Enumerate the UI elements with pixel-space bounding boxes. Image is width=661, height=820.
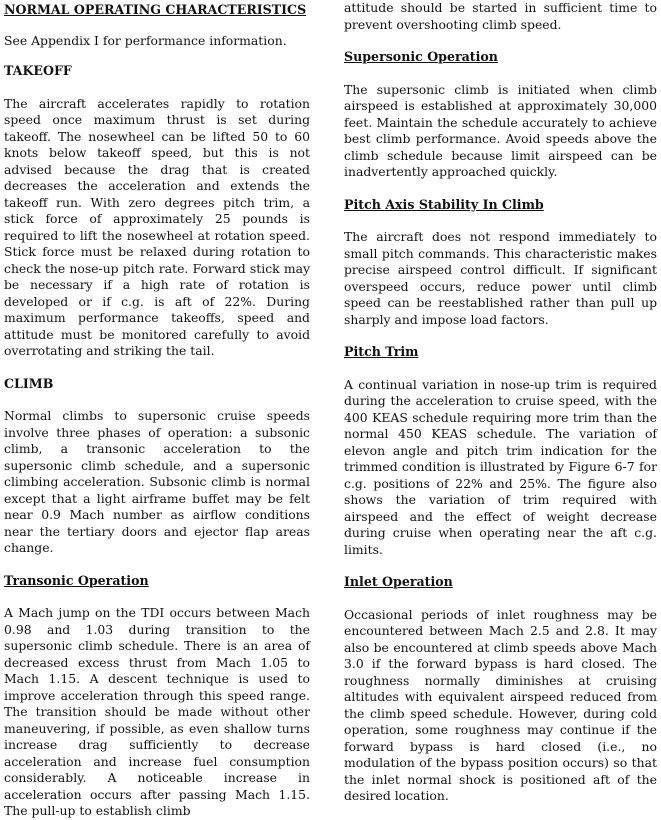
appendix-note: See Appendix I for performance information. bbox=[4, 32, 287, 48]
left-column bbox=[4, 0, 310, 820]
pitch-axis-heading: Pitch Axis Stability In Climb bbox=[344, 196, 544, 212]
section-title: NORMAL OPERATING CHARACTERISTICS bbox=[4, 2, 307, 17]
supersonic-heading: Supersonic Operation bbox=[344, 49, 498, 64]
transonic-paragraph: A Mach jump on the TDI occurs between Mach 0.98 and 1.03 during transition to the supersonic climb schedule. There is an area of decreased excess thrust from Mach 1.05 to Mach 1.15. A descent technique is used to improve acceleration through this speed range. The transition should be made without other maneuvering, if possible, as even shallow turns increase drag sufficiently to decrease acceleration and increase fuel consumption considerably. A noticeable increase in acceleration occurs after passing Mach 1.15. The pull-up to establish climb bbox=[4, 605, 310, 818]
pitch-trim-heading: Pitch Trim bbox=[344, 344, 419, 359]
climb-paragraph: Normal climbs to supersonic cruise speeds involve three phases of operation: a subsonic climb, a transonic acceleration to the supersonic climb schedule, and a supersonic climbing acceleration. Subsonic climb is normal except that a light airframe buffet may be felt near 0.9 Mach number as airflow conditions near the tertiary doors and ejector flap areas change. bbox=[4, 408, 310, 555]
climb-heading: CLIMB bbox=[4, 375, 54, 391]
pitch-trim-paragraph: A continual variation in nose-up trim is required during the acceleration to cruise speed, with the 400 KEAS schedule requiring more trim than the normal 450 KEAS schedule. The variation of elevon angle and pitch trim indication for the trimmed condition is illustrated by Figure 6-7 for c.g. positions of 22% and 25%. The figure also shows the variation of trim required with airspeed and the effect of weight decrease during cruise when operating near the aft c.g. limits. bbox=[344, 376, 657, 557]
continued-paragraph: attitude should be started in sufficient time to prevent overshooting climb speed. bbox=[344, 0, 657, 32]
supersonic-paragraph: The supersonic climb is initiated when climb airspeed is established at approximately 30,000 feet. Maintain the schedule accurately to achieve best climb performance. Avoid speeds above the climb schedule because limit airspeed can be inadvertently approached quickly. bbox=[344, 81, 657, 179]
right-column bbox=[344, 0, 657, 805]
inlet-paragraph: Occasional periods of inlet roughness may be encountered between Mach 2.5 and 2.8. It may also be encountered at climb speeds above Mach 3.0 if the forward bypass is hard closed. The roughness normally diminishes at cruising altitudes with equivalent airspeed reduced from the climb speed schedule. However, during cold operation, some roughness may continue if the forward bypass is hard closed (i.e., no modulation of the bypass position occurs) so that the inlet normal shock is positioned aft of the desired location. bbox=[344, 606, 657, 803]
transonic-heading: Transonic Operation bbox=[4, 572, 149, 588]
inlet-heading: Inlet Operation bbox=[344, 574, 453, 589]
takeoff-paragraph: The aircraft accelerates rapidly to rotation speed once maximum thrust is set during takeoff. The nosewheel can be lifted 50 to 60 knots below takeoff speed, but this is not advised because the drag that is created decreases the acceleration and extends the takeoff run. With zero degrees pitch trim, a stick force of approximately 25 pounds is required to lift the nosewheel at rotation speed. Stick force must be relaxed during rotation to check the nose-up pitch rate. Forward stick may be necessary if a high rate of rotation is developed or if c.g. is aft of 22%. During maximum performance takeoffs, speed and attitude must be monitored carefully to avoid overrotating and striking the tail. bbox=[4, 95, 310, 358]
takeoff-heading: TAKEOFF bbox=[4, 63, 72, 78]
pitch-axis-paragraph: The aircraft does not respond immediately to small pitch commands. This characteristic makes precise airspeed control difficult. If significant overspeed occurs, reduce power until climb speed can be reestablished rather than pull up sharply and impose load factors. bbox=[344, 229, 657, 327]
